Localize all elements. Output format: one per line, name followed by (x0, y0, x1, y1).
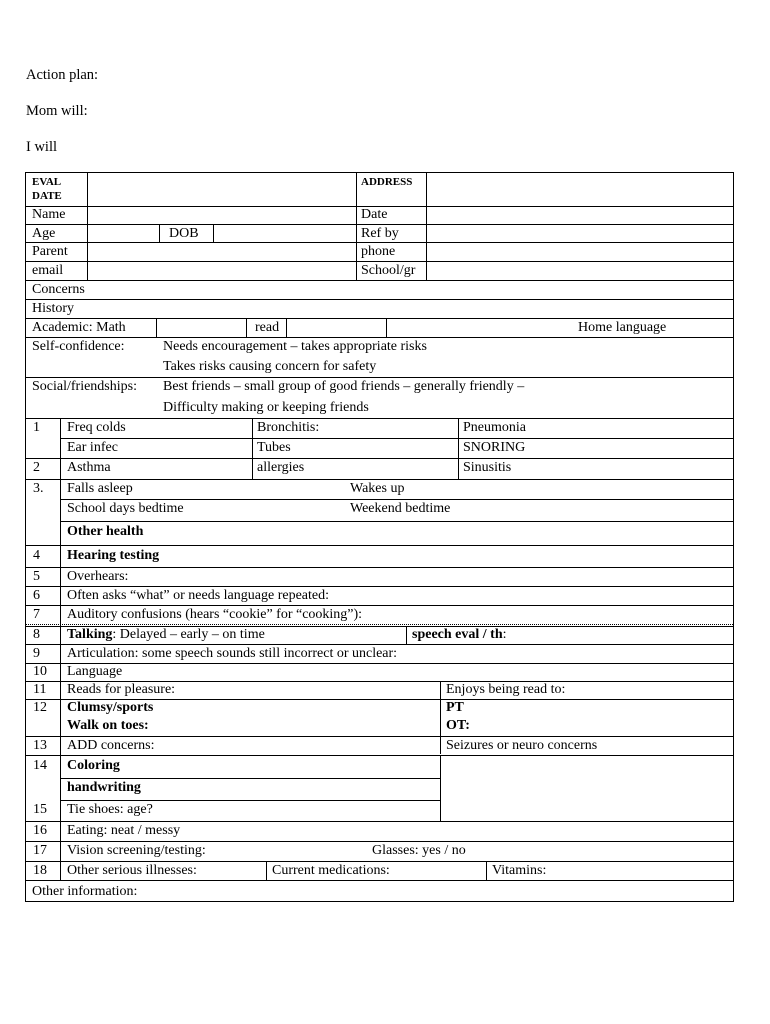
reads-for-pleasure-label: Reads for pleasure: (67, 682, 176, 697)
row-number-4: 4 (33, 548, 40, 563)
dob-label: DOB (169, 226, 199, 241)
pt-label: PT (446, 700, 464, 715)
speech-eval-label: speech eval / th: (412, 627, 507, 642)
row-number-18: 18 (33, 863, 47, 878)
clumsy-sports-label: Clumsy/sports (67, 700, 154, 715)
language-label: Language (67, 664, 123, 679)
address-label: ADDRESS (361, 176, 413, 188)
tie-shoes-label: Tie shoes: age? (67, 802, 153, 817)
academic-math-label: Academic: Math (32, 320, 126, 335)
weekend-bedtime-label: Weekend bedtime (350, 501, 451, 516)
row-number-5: 5 (33, 569, 40, 584)
other-information-label: Other information: (32, 884, 138, 899)
vision-screening-label: Vision screening/testing: (67, 843, 206, 858)
freq-colds-label: Freq colds (67, 420, 126, 435)
row-number-2: 2 (33, 460, 40, 475)
tubes-label: Tubes (257, 440, 291, 455)
row-number-3: 3. (33, 481, 44, 496)
row-number-16: 16 (33, 823, 47, 838)
action-plan-label: Action plan: (26, 67, 99, 83)
concerns-label: Concerns (32, 282, 85, 297)
articulation-label: Articulation: some speech sounds still incorrect or unclear: (67, 646, 398, 661)
mom-will-label: Mom will: (26, 103, 88, 119)
row-number-9: 9 (33, 646, 40, 661)
wakes-up-label: Wakes up (350, 481, 405, 496)
email-label: email (32, 263, 64, 278)
social-friendships-label: Social/friendships: (32, 379, 137, 394)
phone-label: phone (361, 244, 396, 259)
allergies-label: allergies (257, 460, 305, 475)
handwriting-label: handwriting (67, 780, 141, 795)
current-medications-label: Current medications: (272, 863, 390, 878)
row-number-8: 8 (33, 627, 40, 642)
row-number-11: 11 (33, 682, 47, 697)
row-number-7: 7 (33, 607, 40, 622)
pneumonia-label: Pneumonia (463, 420, 526, 435)
row-number-6: 6 (33, 588, 40, 603)
vitamins-label: Vitamins: (492, 863, 547, 878)
row-number-13: 13 (33, 738, 47, 753)
asthma-label: Asthma (67, 460, 111, 475)
bronchitis-label: Bronchitis: (257, 420, 320, 435)
eval-date-label: DATE (32, 190, 62, 202)
history-label: History (32, 301, 74, 316)
read-label: read (255, 320, 280, 335)
school-grade-label: School/gr (361, 263, 416, 278)
row-number-14: 14 (33, 758, 47, 773)
row-number-10: 10 (33, 664, 47, 679)
self-confidence-option-1: Needs encouragement – takes appropriate risks (163, 339, 427, 354)
coloring-label: Coloring (67, 758, 120, 773)
other-health-label: Other health (67, 524, 144, 539)
walk-on-toes-label: Walk on toes: (67, 718, 149, 733)
overhears-label: Overhears: (67, 569, 129, 584)
age-label: Age (32, 226, 56, 241)
self-confidence-label: Self-confidence: (32, 339, 125, 354)
row-number-15: 15 (33, 802, 47, 817)
home-language-label: Home language (578, 320, 667, 335)
row-number-12: 12 (33, 700, 47, 715)
glasses-label: Glasses: yes / no (372, 843, 466, 858)
date-label: Date (361, 207, 388, 222)
other-serious-illnesses-label: Other serious illnesses: (67, 863, 197, 878)
falls-asleep-label: Falls asleep (67, 481, 133, 496)
evaluation-form (25, 172, 734, 902)
talking-label: Talking: Delayed – early – on time (67, 627, 265, 642)
ot-label: OT: (446, 718, 470, 733)
row-number-1: 1 (33, 420, 40, 435)
school-days-bedtime-label: School days bedtime (67, 501, 184, 516)
auditory-confusions-label: Auditory confusions (hears “cookie” for “cooking”): (67, 607, 363, 622)
enjoys-being-read-to-label: Enjoys being read to: (446, 682, 566, 697)
self-confidence-option-2: Takes risks causing concern for safety (163, 359, 377, 374)
hearing-testing-label: Hearing testing (67, 548, 160, 563)
snoring-label: SNORING (463, 440, 526, 455)
sinusitis-label: Sinusitis (463, 460, 512, 475)
name-label: Name (32, 207, 66, 222)
ref-by-label: Ref by (361, 226, 399, 241)
seizures-neuro-label: Seizures or neuro concerns (446, 738, 598, 753)
add-concerns-label: ADD concerns: (67, 738, 155, 753)
social-option-2: Difficulty making or keeping friends (163, 400, 369, 415)
ear-infection-label: Ear infec (67, 440, 118, 455)
parent-label: Parent (32, 244, 68, 259)
social-option-1: Best friends – small group of good friends – generally friendly – (163, 379, 525, 394)
often-asks-label: Often asks “what” or needs language repeated: (67, 588, 329, 603)
eating-label: Eating: neat / messy (67, 823, 181, 838)
row-number-17: 17 (33, 843, 47, 858)
i-will-label: I will (26, 139, 58, 155)
eval-label: EVAL (32, 176, 62, 188)
